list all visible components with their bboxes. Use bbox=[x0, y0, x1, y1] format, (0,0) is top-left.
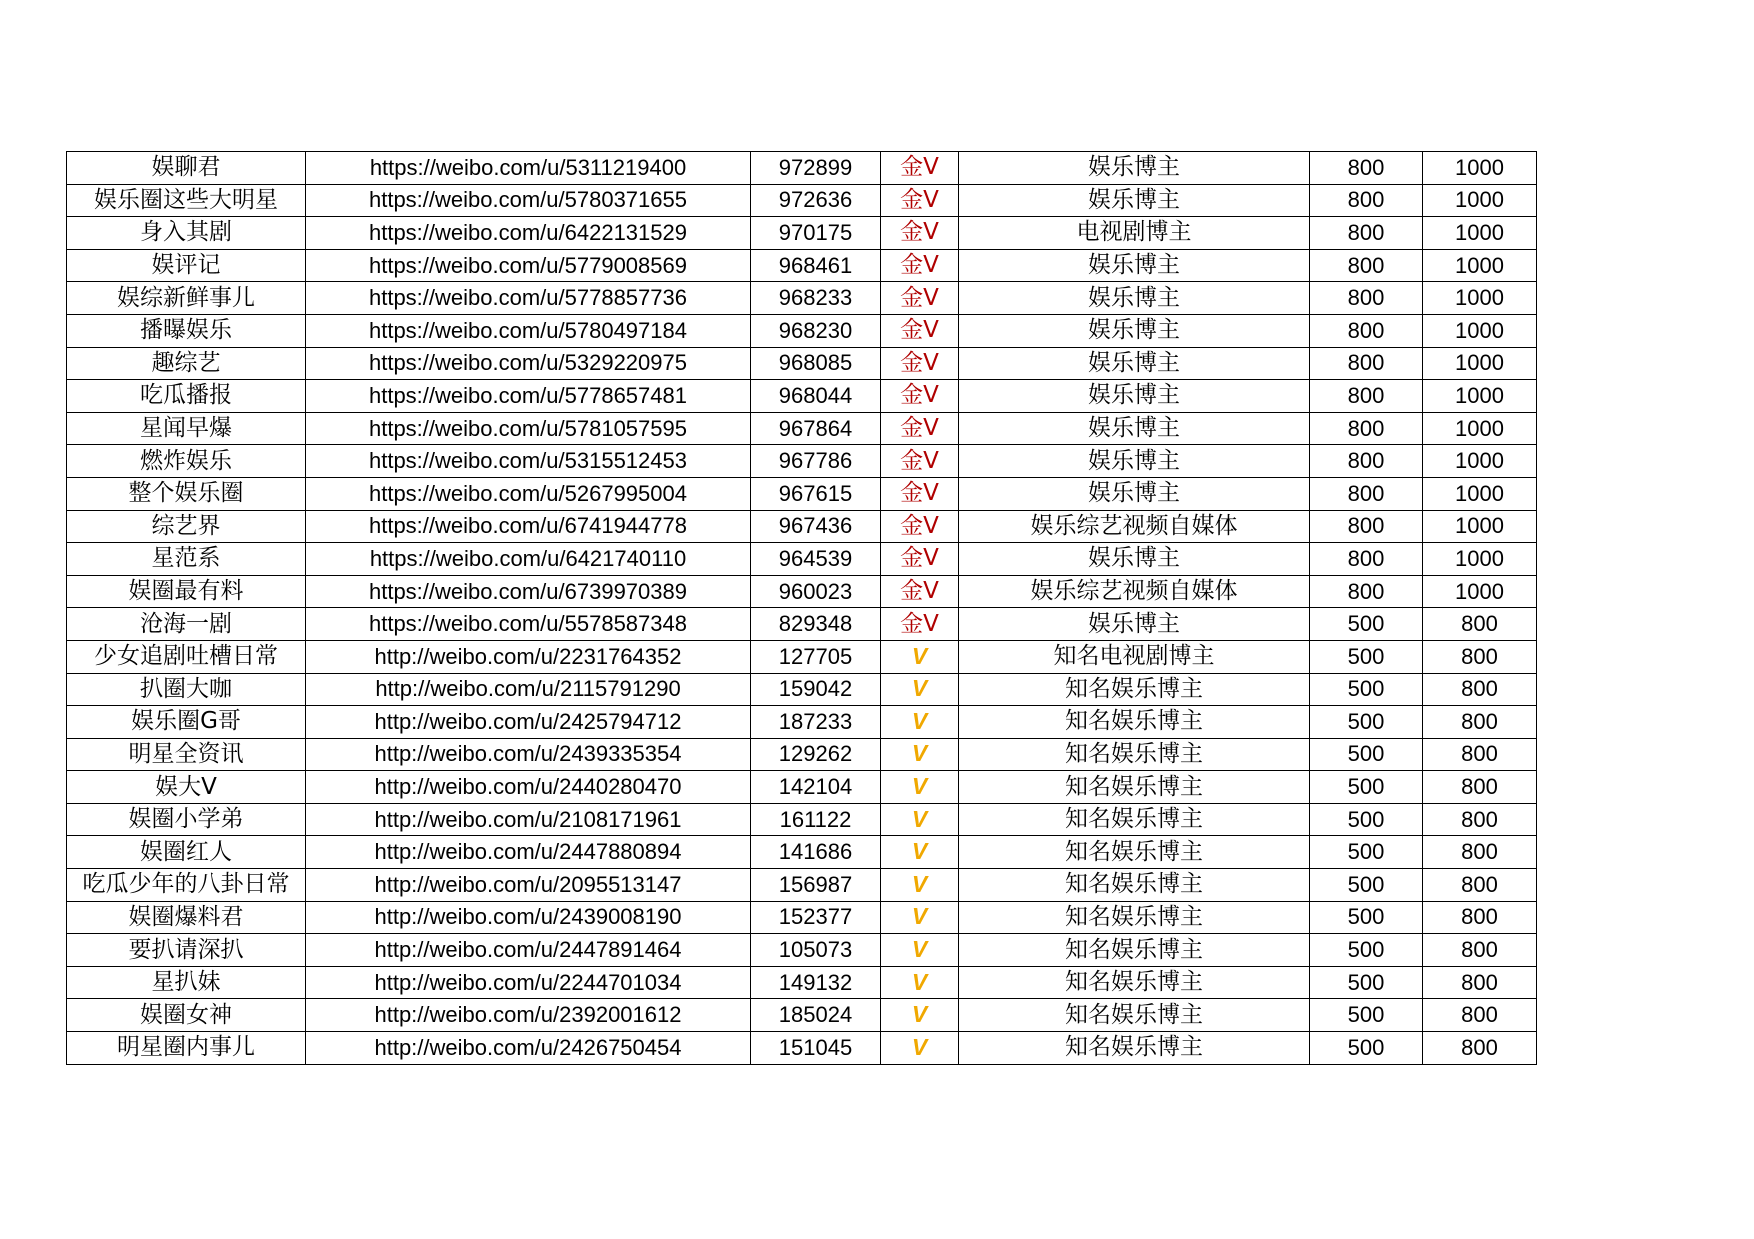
blogger-name-cell: 沧海一剧 bbox=[67, 608, 306, 641]
gold-v-badge: 金V bbox=[900, 382, 939, 409]
verification-badge-cell bbox=[881, 738, 959, 771]
price-2-cell: 1000 bbox=[1423, 575, 1537, 608]
price-1-cell: 500 bbox=[1310, 803, 1423, 836]
price-1-cell: 800 bbox=[1310, 380, 1423, 413]
category-cell: 娱乐博主 bbox=[959, 282, 1310, 315]
category-cell: 娱乐博主 bbox=[959, 314, 1310, 347]
follower-count-cell: 829348 bbox=[751, 608, 881, 641]
price-1-cell: 800 bbox=[1310, 445, 1423, 478]
table-row bbox=[67, 510, 1537, 543]
verification-badge-cell bbox=[881, 608, 959, 641]
verification-badge-cell bbox=[881, 152, 959, 185]
category-cell: 知名电视剧博主 bbox=[959, 640, 1310, 673]
profile-url-cell: http://weibo.com/u/2447880894 bbox=[306, 836, 751, 869]
v-badge: V bbox=[911, 740, 928, 767]
price-1-cell: 500 bbox=[1310, 640, 1423, 673]
table-row bbox=[67, 673, 1537, 706]
profile-url-cell: https://weibo.com/u/6739970389 bbox=[306, 575, 751, 608]
table-row bbox=[67, 445, 1537, 478]
table-row bbox=[67, 314, 1537, 347]
profile-url-cell: https://weibo.com/u/5780371655 bbox=[306, 184, 751, 217]
table-row bbox=[67, 282, 1537, 315]
table-row bbox=[67, 738, 1537, 771]
verification-badge-cell bbox=[881, 1032, 959, 1065]
verification-badge-cell bbox=[881, 836, 959, 869]
gold-v-badge: 金V bbox=[900, 512, 939, 539]
v-badge: V bbox=[911, 1001, 928, 1028]
price-1-cell: 800 bbox=[1310, 249, 1423, 282]
follower-count-cell: 967436 bbox=[751, 510, 881, 543]
category-cell: 知名娱乐博主 bbox=[959, 738, 1310, 771]
category-cell: 知名娱乐博主 bbox=[959, 1032, 1310, 1065]
follower-count-cell: 105073 bbox=[751, 934, 881, 967]
v-badge: V bbox=[911, 1033, 928, 1060]
verification-badge-cell bbox=[881, 771, 959, 804]
gold-v-badge: 金V bbox=[900, 415, 939, 442]
price-1-cell: 500 bbox=[1310, 901, 1423, 934]
follower-count-cell: 149132 bbox=[751, 966, 881, 999]
profile-url-cell: http://weibo.com/u/2392001612 bbox=[306, 999, 751, 1032]
blogger-name-cell: 娱聊君 bbox=[67, 152, 306, 185]
blogger-name-cell: 娱圈女神 bbox=[67, 999, 306, 1032]
table-row bbox=[67, 543, 1537, 576]
follower-count-cell: 129262 bbox=[751, 738, 881, 771]
gold-v-badge: 金V bbox=[900, 610, 939, 637]
price-2-cell: 1000 bbox=[1423, 249, 1537, 282]
gold-v-badge: 金V bbox=[900, 480, 939, 507]
category-cell: 知名娱乐博主 bbox=[959, 771, 1310, 804]
category-cell: 电视剧博主 bbox=[959, 217, 1310, 250]
blogger-name-cell: 明星圈内事儿 bbox=[67, 1032, 306, 1065]
blogger-name-cell: 整个娱乐圈 bbox=[67, 477, 306, 510]
gold-v-badge: 金V bbox=[900, 447, 939, 474]
price-2-cell: 1000 bbox=[1423, 184, 1537, 217]
blogger-name-cell: 星范系 bbox=[67, 543, 306, 576]
category-cell: 娱乐博主 bbox=[959, 249, 1310, 282]
blogger-name-cell: 综艺界 bbox=[67, 510, 306, 543]
profile-url-cell: http://weibo.com/u/2095513147 bbox=[306, 869, 751, 902]
price-2-cell: 800 bbox=[1423, 738, 1537, 771]
price-2-cell: 800 bbox=[1423, 869, 1537, 902]
verification-badge-cell bbox=[881, 575, 959, 608]
follower-count-cell: 968233 bbox=[751, 282, 881, 315]
table-row bbox=[67, 869, 1537, 902]
v-badge: V bbox=[911, 675, 928, 702]
gold-v-badge: 金V bbox=[900, 154, 939, 181]
gold-v-badge: 金V bbox=[900, 252, 939, 279]
category-cell: 娱乐博主 bbox=[959, 543, 1310, 576]
category-cell: 娱乐博主 bbox=[959, 445, 1310, 478]
follower-count-cell: 159042 bbox=[751, 673, 881, 706]
table-row bbox=[67, 347, 1537, 380]
price-2-cell: 800 bbox=[1423, 934, 1537, 967]
verification-badge-cell bbox=[881, 510, 959, 543]
category-cell: 娱乐博主 bbox=[959, 412, 1310, 445]
profile-url-cell: http://weibo.com/u/2447891464 bbox=[306, 934, 751, 967]
blogger-name-cell: 娱圈小学弟 bbox=[67, 803, 306, 836]
v-badge: V bbox=[911, 870, 928, 897]
verification-badge-cell bbox=[881, 347, 959, 380]
profile-url-cell: http://weibo.com/u/2108171961 bbox=[306, 803, 751, 836]
follower-count-cell: 141686 bbox=[751, 836, 881, 869]
follower-count-cell: 972636 bbox=[751, 184, 881, 217]
price-1-cell: 800 bbox=[1310, 282, 1423, 315]
profile-url-cell: https://weibo.com/u/6741944778 bbox=[306, 510, 751, 543]
gold-v-badge: 金V bbox=[900, 219, 939, 246]
verification-badge-cell bbox=[881, 445, 959, 478]
blogger-name-cell: 娱大V bbox=[67, 771, 306, 804]
follower-count-cell: 968085 bbox=[751, 347, 881, 380]
price-1-cell: 800 bbox=[1310, 217, 1423, 250]
blogger-name-cell: 明星全资讯 bbox=[67, 738, 306, 771]
table-row bbox=[67, 999, 1537, 1032]
follower-count-cell: 156987 bbox=[751, 869, 881, 902]
price-2-cell: 800 bbox=[1423, 836, 1537, 869]
price-2-cell: 800 bbox=[1423, 901, 1537, 934]
category-cell: 娱乐综艺视频自媒体 bbox=[959, 510, 1310, 543]
blogger-name-cell: 燃炸娱乐 bbox=[67, 445, 306, 478]
price-2-cell: 800 bbox=[1423, 1032, 1537, 1065]
category-cell: 知名娱乐博主 bbox=[959, 706, 1310, 739]
v-badge: V bbox=[911, 936, 928, 963]
profile-url-cell: http://weibo.com/u/2115791290 bbox=[306, 673, 751, 706]
category-cell: 娱乐博主 bbox=[959, 347, 1310, 380]
table-row bbox=[67, 477, 1537, 510]
follower-count-cell: 967864 bbox=[751, 412, 881, 445]
v-badge: V bbox=[911, 903, 928, 930]
price-2-cell: 1000 bbox=[1423, 152, 1537, 185]
price-1-cell: 500 bbox=[1310, 673, 1423, 706]
profile-url-cell: https://weibo.com/u/5311219400 bbox=[306, 152, 751, 185]
price-1-cell: 800 bbox=[1310, 477, 1423, 510]
profile-url-cell: https://weibo.com/u/5778657481 bbox=[306, 380, 751, 413]
verification-badge-cell bbox=[881, 412, 959, 445]
category-cell: 娱乐博主 bbox=[959, 152, 1310, 185]
profile-url-cell: https://weibo.com/u/5267995004 bbox=[306, 477, 751, 510]
price-2-cell: 1000 bbox=[1423, 510, 1537, 543]
table-row bbox=[67, 803, 1537, 836]
category-cell: 娱乐综艺视频自媒体 bbox=[959, 575, 1310, 608]
verification-badge-cell bbox=[881, 966, 959, 999]
table-row bbox=[67, 966, 1537, 999]
blogger-name-cell: 吃瓜少年的八卦日常 bbox=[67, 869, 306, 902]
table-row bbox=[67, 901, 1537, 934]
price-2-cell: 1000 bbox=[1423, 380, 1537, 413]
blogger-name-cell: 娱综新鲜事儿 bbox=[67, 282, 306, 315]
gold-v-badge: 金V bbox=[900, 317, 939, 344]
table-row bbox=[67, 575, 1537, 608]
verification-badge-cell bbox=[881, 249, 959, 282]
verification-badge-cell bbox=[881, 803, 959, 836]
profile-url-cell: https://weibo.com/u/5781057595 bbox=[306, 412, 751, 445]
price-1-cell: 800 bbox=[1310, 184, 1423, 217]
follower-count-cell: 967615 bbox=[751, 477, 881, 510]
price-2-cell: 800 bbox=[1423, 673, 1537, 706]
blogger-name-cell: 趣综艺 bbox=[67, 347, 306, 380]
category-cell: 知名娱乐博主 bbox=[959, 673, 1310, 706]
follower-count-cell: 127705 bbox=[751, 640, 881, 673]
profile-url-cell: http://weibo.com/u/2231764352 bbox=[306, 640, 751, 673]
follower-count-cell: 185024 bbox=[751, 999, 881, 1032]
verification-badge-cell bbox=[881, 869, 959, 902]
price-1-cell: 500 bbox=[1310, 738, 1423, 771]
verification-badge-cell bbox=[881, 934, 959, 967]
price-2-cell: 1000 bbox=[1423, 314, 1537, 347]
category-cell: 知名娱乐博主 bbox=[959, 836, 1310, 869]
table-row bbox=[67, 380, 1537, 413]
category-cell: 娱乐博主 bbox=[959, 477, 1310, 510]
follower-count-cell: 968044 bbox=[751, 380, 881, 413]
profile-url-cell: https://weibo.com/u/6421740110 bbox=[306, 543, 751, 576]
follower-count-cell: 187233 bbox=[751, 706, 881, 739]
category-cell: 知名娱乐博主 bbox=[959, 869, 1310, 902]
verification-badge-cell bbox=[881, 314, 959, 347]
price-2-cell: 1000 bbox=[1423, 543, 1537, 576]
blogger-name-cell: 吃瓜播报 bbox=[67, 380, 306, 413]
blogger-name-cell: 身入其剧 bbox=[67, 217, 306, 250]
price-1-cell: 500 bbox=[1310, 1032, 1423, 1065]
price-1-cell: 500 bbox=[1310, 934, 1423, 967]
category-cell: 娱乐博主 bbox=[959, 608, 1310, 641]
price-1-cell: 500 bbox=[1310, 869, 1423, 902]
profile-url-cell: https://weibo.com/u/5578587348 bbox=[306, 608, 751, 641]
blogger-name-cell: 娱乐圈这些大明星 bbox=[67, 184, 306, 217]
price-2-cell: 1000 bbox=[1423, 477, 1537, 510]
blogger-name-cell: 星扒妹 bbox=[67, 966, 306, 999]
price-2-cell: 1000 bbox=[1423, 412, 1537, 445]
verification-badge-cell bbox=[881, 706, 959, 739]
price-1-cell: 800 bbox=[1310, 347, 1423, 380]
v-badge: V bbox=[911, 707, 928, 734]
blogger-name-cell: 扒圈大咖 bbox=[67, 673, 306, 706]
table-row bbox=[67, 836, 1537, 869]
price-2-cell: 800 bbox=[1423, 608, 1537, 641]
blogger-name-cell: 娱圈红人 bbox=[67, 836, 306, 869]
table-row bbox=[67, 771, 1537, 804]
verification-badge-cell bbox=[881, 640, 959, 673]
table-body bbox=[67, 152, 1537, 1065]
price-2-cell: 1000 bbox=[1423, 445, 1537, 478]
verification-badge-cell bbox=[881, 999, 959, 1032]
price-2-cell: 800 bbox=[1423, 640, 1537, 673]
profile-url-cell: https://weibo.com/u/6422131529 bbox=[306, 217, 751, 250]
price-1-cell: 800 bbox=[1310, 412, 1423, 445]
blogger-name-cell: 播曝娱乐 bbox=[67, 314, 306, 347]
verification-badge-cell bbox=[881, 184, 959, 217]
verification-badge-cell bbox=[881, 217, 959, 250]
category-cell: 娱乐博主 bbox=[959, 184, 1310, 217]
price-2-cell: 800 bbox=[1423, 999, 1537, 1032]
gold-v-badge: 金V bbox=[900, 349, 939, 376]
verification-badge-cell bbox=[881, 673, 959, 706]
price-1-cell: 500 bbox=[1310, 771, 1423, 804]
verification-badge-cell bbox=[881, 543, 959, 576]
price-1-cell: 800 bbox=[1310, 575, 1423, 608]
table-row bbox=[67, 706, 1537, 739]
price-2-cell: 800 bbox=[1423, 966, 1537, 999]
verification-badge-cell bbox=[881, 901, 959, 934]
follower-count-cell: 964539 bbox=[751, 543, 881, 576]
price-1-cell: 800 bbox=[1310, 510, 1423, 543]
blogger-name-cell: 娱圈爆料君 bbox=[67, 901, 306, 934]
profile-url-cell: http://weibo.com/u/2244701034 bbox=[306, 966, 751, 999]
category-cell: 知名娱乐博主 bbox=[959, 999, 1310, 1032]
price-2-cell: 800 bbox=[1423, 706, 1537, 739]
price-1-cell: 800 bbox=[1310, 543, 1423, 576]
table-row bbox=[67, 1032, 1537, 1065]
profile-url-cell: http://weibo.com/u/2425794712 bbox=[306, 706, 751, 739]
gold-v-badge: 金V bbox=[900, 545, 939, 572]
table-row bbox=[67, 184, 1537, 217]
table-row bbox=[67, 217, 1537, 250]
price-1-cell: 500 bbox=[1310, 608, 1423, 641]
price-1-cell: 500 bbox=[1310, 836, 1423, 869]
v-badge: V bbox=[911, 805, 928, 832]
table-row bbox=[67, 152, 1537, 185]
follower-count-cell: 972899 bbox=[751, 152, 881, 185]
price-2-cell: 800 bbox=[1423, 803, 1537, 836]
follower-count-cell: 960023 bbox=[751, 575, 881, 608]
price-1-cell: 500 bbox=[1310, 999, 1423, 1032]
follower-count-cell: 970175 bbox=[751, 217, 881, 250]
price-1-cell: 500 bbox=[1310, 966, 1423, 999]
v-badge: V bbox=[911, 773, 928, 800]
category-cell: 知名娱乐博主 bbox=[959, 966, 1310, 999]
category-cell: 知名娱乐博主 bbox=[959, 803, 1310, 836]
blogger-name-cell: 星闻早爆 bbox=[67, 412, 306, 445]
profile-url-cell: https://weibo.com/u/5778857736 bbox=[306, 282, 751, 315]
blogger-name-cell: 娱评记 bbox=[67, 249, 306, 282]
v-badge: V bbox=[911, 968, 928, 995]
blogger-name-cell: 少女追剧吐槽日常 bbox=[67, 640, 306, 673]
price-1-cell: 800 bbox=[1310, 152, 1423, 185]
verification-badge-cell bbox=[881, 477, 959, 510]
gold-v-badge: 金V bbox=[900, 284, 939, 311]
profile-url-cell: https://weibo.com/u/5780497184 bbox=[306, 314, 751, 347]
follower-count-cell: 152377 bbox=[751, 901, 881, 934]
blogger-name-cell: 要扒请深扒 bbox=[67, 934, 306, 967]
category-cell: 知名娱乐博主 bbox=[959, 901, 1310, 934]
price-2-cell: 1000 bbox=[1423, 217, 1537, 250]
price-1-cell: 800 bbox=[1310, 314, 1423, 347]
profile-url-cell: http://weibo.com/u/2440280470 bbox=[306, 771, 751, 804]
table-row bbox=[67, 412, 1537, 445]
follower-count-cell: 161122 bbox=[751, 803, 881, 836]
follower-count-cell: 968461 bbox=[751, 249, 881, 282]
follower-count-cell: 967786 bbox=[751, 445, 881, 478]
follower-count-cell: 142104 bbox=[751, 771, 881, 804]
blogger-name-cell: 娱乐圈G哥 bbox=[67, 706, 306, 739]
profile-url-cell: https://weibo.com/u/5779008569 bbox=[306, 249, 751, 282]
table-row bbox=[67, 608, 1537, 641]
v-badge: V bbox=[911, 838, 928, 865]
gold-v-badge: 金V bbox=[900, 578, 939, 605]
profile-url-cell: http://weibo.com/u/2439008190 bbox=[306, 901, 751, 934]
category-cell: 娱乐博主 bbox=[959, 380, 1310, 413]
blogger-name-cell: 娱圈最有料 bbox=[67, 575, 306, 608]
follower-count-cell: 968230 bbox=[751, 314, 881, 347]
table-row bbox=[67, 934, 1537, 967]
price-1-cell: 500 bbox=[1310, 706, 1423, 739]
price-2-cell: 1000 bbox=[1423, 282, 1537, 315]
gold-v-badge: 金V bbox=[900, 186, 939, 213]
price-2-cell: 1000 bbox=[1423, 347, 1537, 380]
follower-count-cell: 151045 bbox=[751, 1032, 881, 1065]
v-badge: V bbox=[911, 642, 928, 669]
table-row bbox=[67, 249, 1537, 282]
table-row bbox=[67, 640, 1537, 673]
verification-badge-cell bbox=[881, 282, 959, 315]
influencer-table bbox=[66, 151, 1537, 1065]
profile-url-cell: http://weibo.com/u/2426750454 bbox=[306, 1032, 751, 1065]
profile-url-cell: https://weibo.com/u/5315512453 bbox=[306, 445, 751, 478]
category-cell: 知名娱乐博主 bbox=[959, 934, 1310, 967]
price-2-cell: 800 bbox=[1423, 771, 1537, 804]
profile-url-cell: http://weibo.com/u/2439335354 bbox=[306, 738, 751, 771]
verification-badge-cell bbox=[881, 380, 959, 413]
profile-url-cell: https://weibo.com/u/5329220975 bbox=[306, 347, 751, 380]
